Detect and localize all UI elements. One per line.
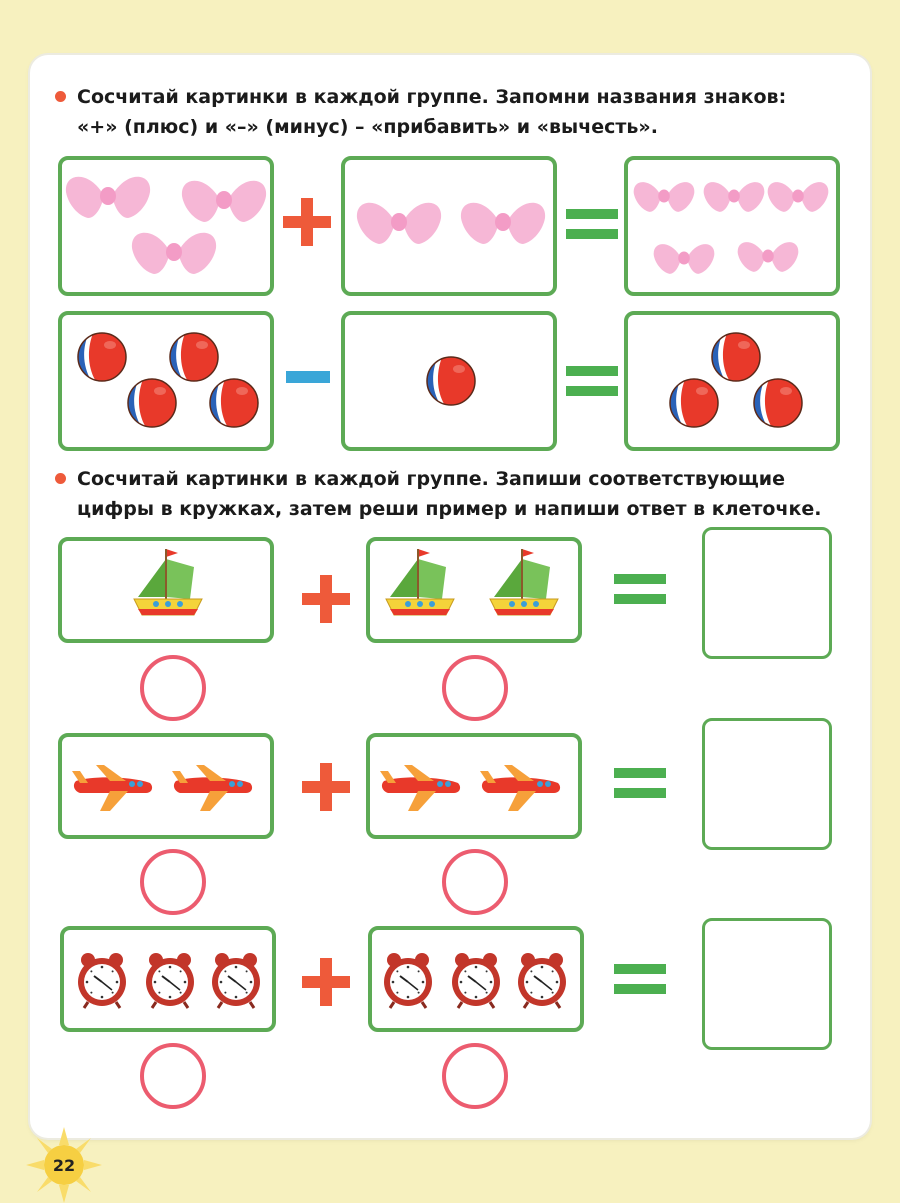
plus-sign bbox=[300, 761, 352, 813]
boat-group bbox=[62, 541, 270, 639]
ball-icon bbox=[164, 327, 218, 387]
boat-icon bbox=[490, 549, 558, 615]
instruction-1-line-2: «+» (плюс) и «–» (минус) – «прибавить» и «вычесть». bbox=[77, 116, 658, 138]
airplane-icon bbox=[480, 765, 560, 811]
example-1-right-box bbox=[341, 156, 557, 296]
ball-icon bbox=[748, 373, 802, 433]
ball-icon bbox=[421, 351, 475, 411]
exercise-3-left-box bbox=[60, 926, 276, 1032]
plus-sign bbox=[300, 573, 352, 625]
exercise-2-right-count-circle[interactable] bbox=[442, 849, 508, 915]
bow-group bbox=[628, 160, 836, 292]
airplane-group bbox=[62, 737, 270, 835]
alarm-clock-icon bbox=[384, 953, 432, 1008]
instruction-2-line-2: цифры в кружках, затем реши пример и напиши ответ в клеточке. bbox=[77, 498, 822, 520]
ball-group bbox=[628, 315, 836, 447]
exercise-1-left-box bbox=[58, 537, 274, 643]
bow-group bbox=[62, 160, 270, 292]
bow-icon bbox=[182, 181, 266, 222]
plus-sign bbox=[281, 196, 333, 248]
equals-sign bbox=[614, 962, 666, 996]
ball-icon bbox=[706, 327, 760, 387]
exercise-2-right-box bbox=[366, 733, 582, 839]
alarm-clock-icon bbox=[78, 953, 126, 1008]
ball-group bbox=[345, 315, 553, 447]
alarm-clock-icon bbox=[146, 953, 194, 1008]
alarm-clock-group bbox=[64, 930, 272, 1028]
exercise-2-answer-box[interactable] bbox=[702, 718, 832, 850]
bow-icon bbox=[66, 177, 150, 218]
example-1-result-box bbox=[624, 156, 840, 296]
exercise-1-right-count-circle[interactable] bbox=[442, 655, 508, 721]
example-1-left-box bbox=[58, 156, 274, 296]
bow-icon bbox=[654, 244, 715, 274]
airplane-icon bbox=[172, 765, 252, 811]
bullet-icon bbox=[55, 91, 66, 102]
equals-sign bbox=[566, 364, 618, 398]
exercise-1-left-count-circle[interactable] bbox=[140, 655, 206, 721]
bow-icon bbox=[768, 182, 829, 212]
boat-group bbox=[370, 541, 578, 639]
example-2-left-box bbox=[58, 311, 274, 451]
equals-sign bbox=[614, 766, 666, 800]
alarm-clock-icon bbox=[518, 953, 566, 1008]
exercise-2-left-count-circle[interactable] bbox=[140, 849, 206, 915]
ball-icon bbox=[664, 373, 718, 433]
exercise-3-right-count-circle[interactable] bbox=[442, 1043, 508, 1109]
airplane-group bbox=[370, 737, 578, 835]
instruction-2-line-1: Сосчитай картинки в каждой группе. Запиши соответствующие bbox=[77, 468, 785, 490]
instruction-1 bbox=[55, 82, 867, 142]
bow-icon bbox=[132, 233, 216, 274]
bow-icon bbox=[634, 182, 695, 212]
airplane-icon bbox=[72, 765, 152, 811]
ball-icon bbox=[122, 373, 176, 433]
equals-sign bbox=[614, 572, 666, 606]
ball-icon bbox=[204, 373, 258, 433]
exercise-3-left-count-circle[interactable] bbox=[140, 1043, 206, 1109]
bow-icon bbox=[704, 182, 765, 212]
bullet-icon bbox=[55, 473, 66, 484]
exercise-3-right-box bbox=[368, 926, 584, 1032]
alarm-clock-icon bbox=[212, 953, 260, 1008]
exercise-2-left-box bbox=[58, 733, 274, 839]
exercise-1-right-box bbox=[366, 537, 582, 643]
bow-group bbox=[345, 160, 553, 292]
airplane-icon bbox=[380, 765, 460, 811]
alarm-clock-icon bbox=[452, 953, 500, 1008]
example-2-result-box bbox=[624, 311, 840, 451]
alarm-clock-group bbox=[372, 930, 580, 1028]
minus-sign bbox=[286, 369, 330, 385]
bow-icon bbox=[738, 242, 799, 272]
instruction-2 bbox=[55, 464, 867, 524]
exercise-1-answer-box[interactable] bbox=[702, 527, 832, 659]
equals-sign bbox=[566, 207, 618, 241]
ball-icon bbox=[72, 327, 126, 387]
boat-icon bbox=[386, 549, 454, 615]
example-2-right-box bbox=[341, 311, 557, 451]
bow-icon bbox=[357, 203, 441, 244]
page-number: 22 bbox=[44, 1145, 84, 1185]
ball-group bbox=[62, 315, 270, 447]
instruction-1-line-1: Сосчитай картинки в каждой группе. Запомни названия знаков: bbox=[77, 86, 787, 108]
exercise-3-answer-box[interactable] bbox=[702, 918, 832, 1050]
boat-icon bbox=[134, 549, 202, 615]
bow-icon bbox=[461, 203, 545, 244]
plus-sign bbox=[300, 956, 352, 1008]
